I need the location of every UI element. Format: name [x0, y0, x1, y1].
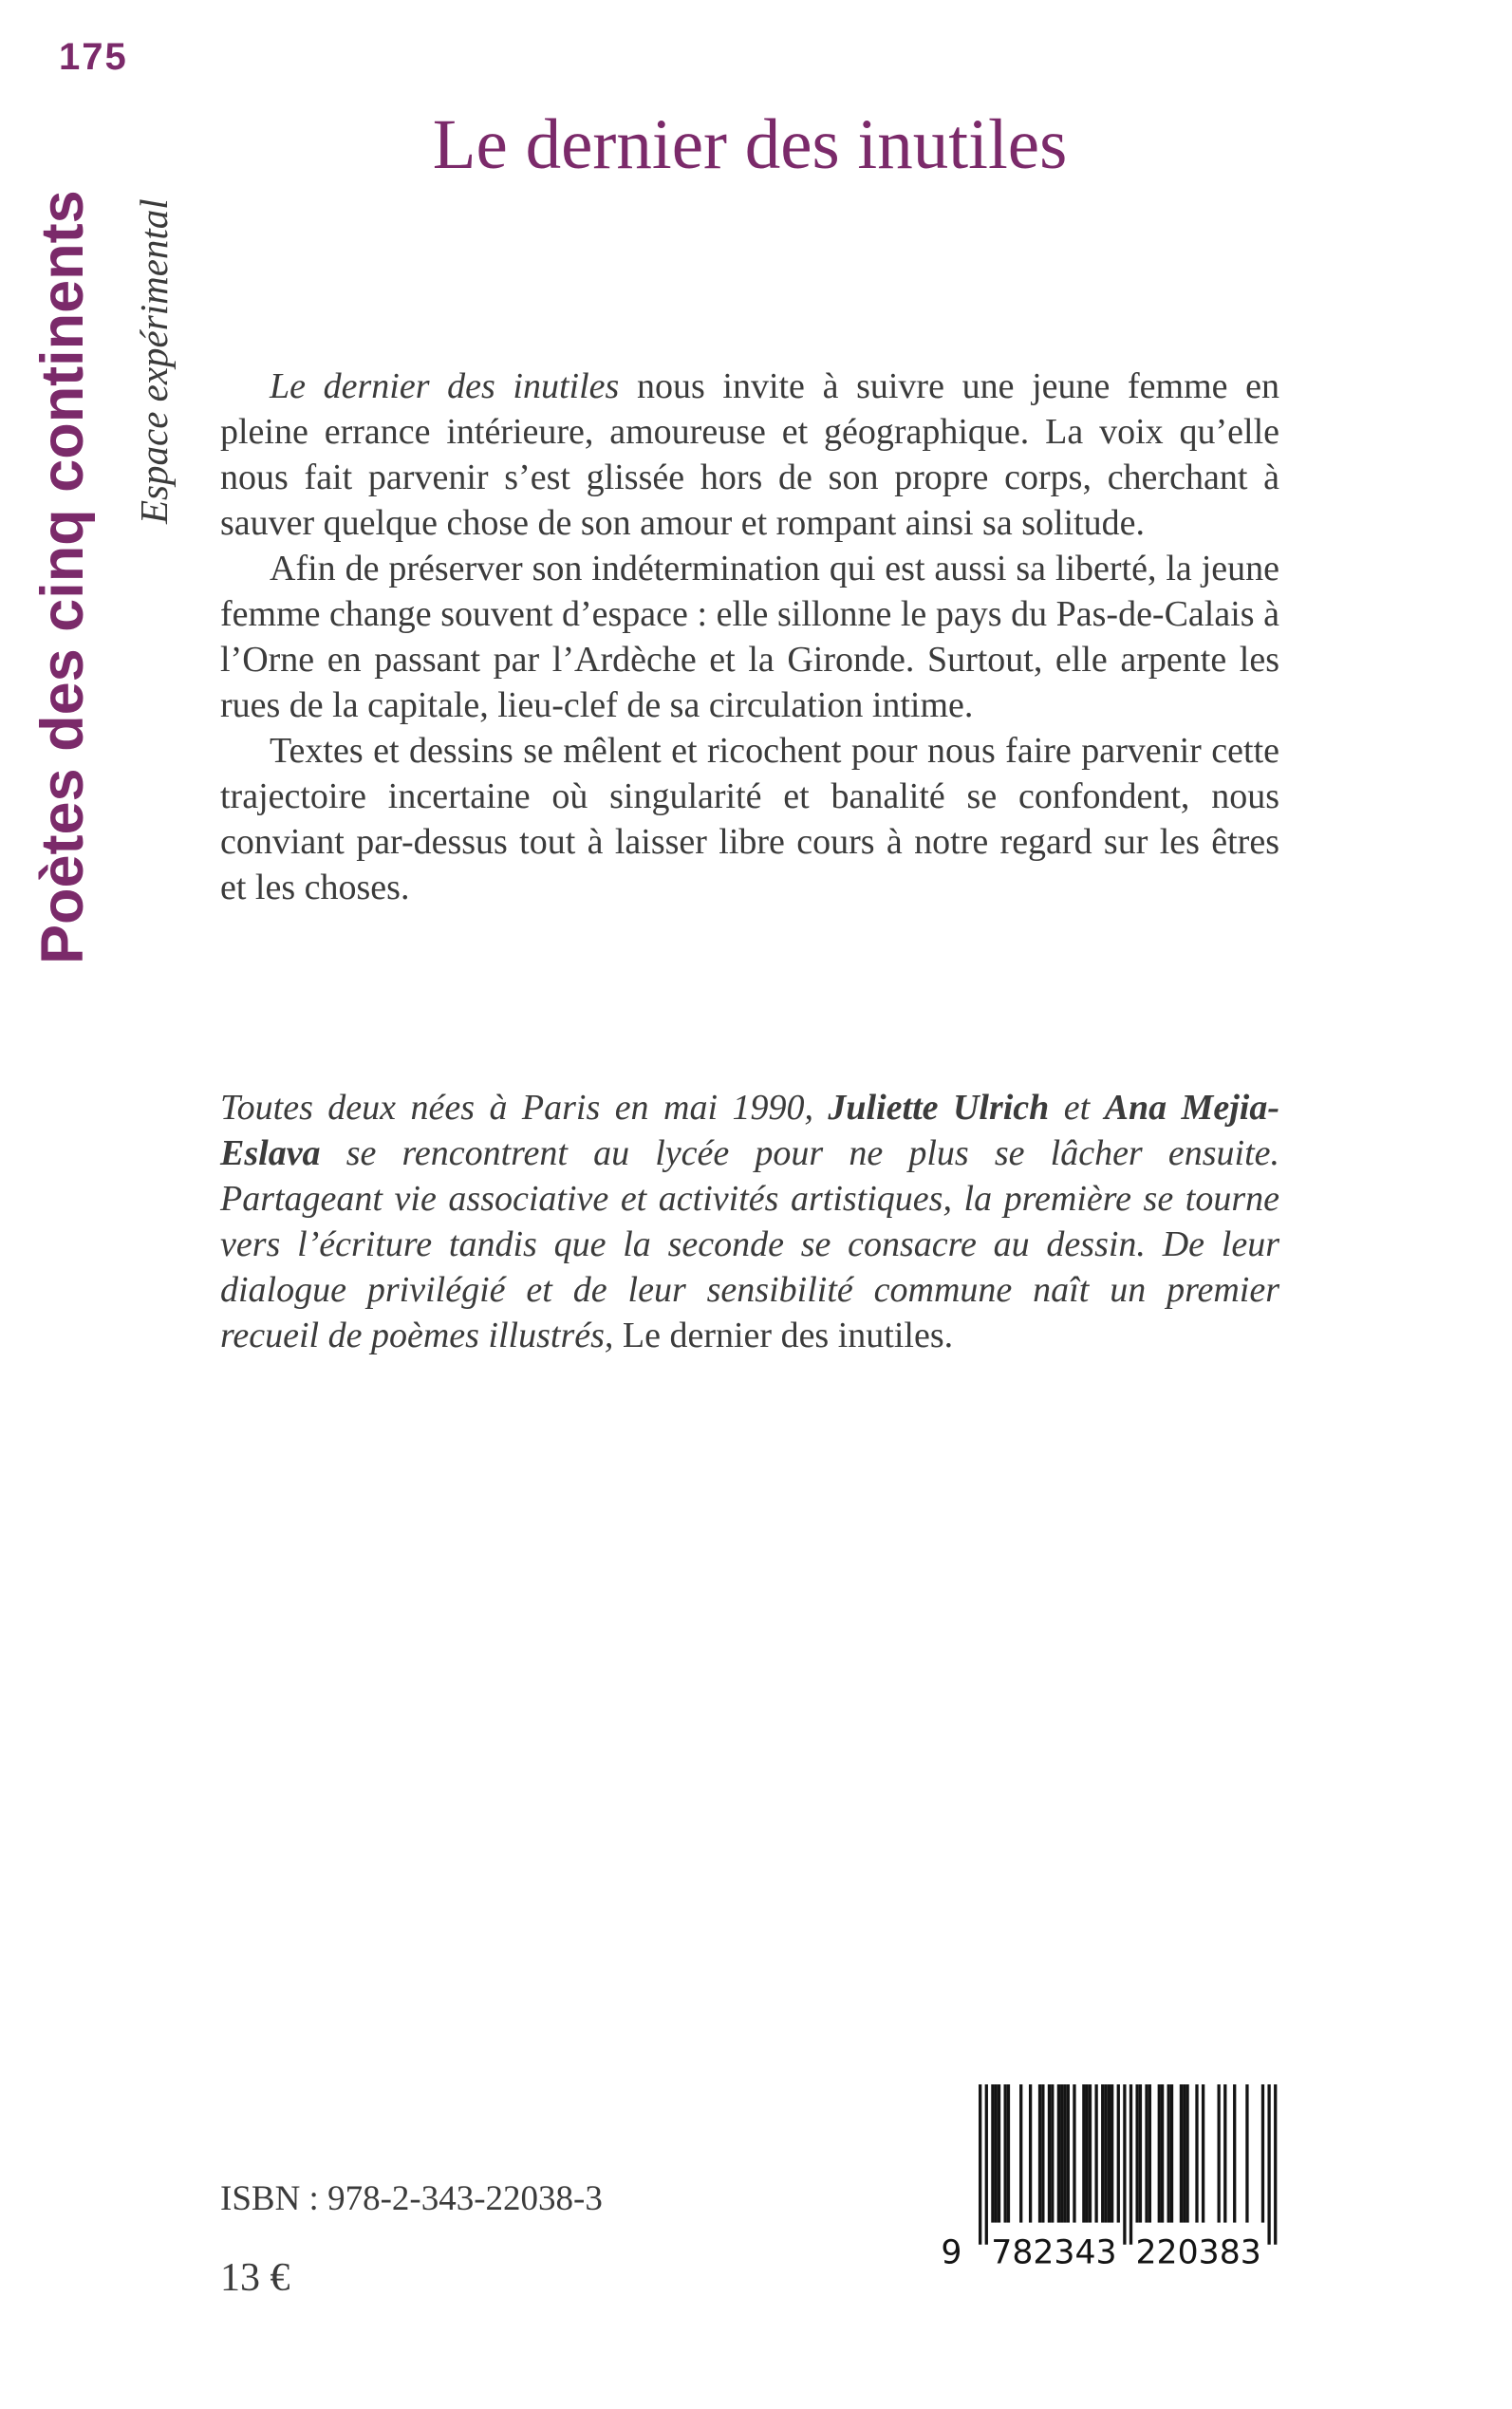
svg-text:782343: 782343 [991, 2233, 1117, 2267]
series-title-vertical: Poètes des cinq continents [29, 190, 96, 964]
barcode-block [938, 2084, 1283, 2267]
svg-text:9: 9 [941, 2233, 962, 2267]
paragraph: Afin de préserver son indétermination qui est aussi sa liberté, la jeune femme change souvent d’espace : elle sillonne le pays du Pas-de-Calais à l’Orne en passant par l’Ardèche et la Gironde. Surtout, elle arpente les rues de la capitale, lieu-clef de sa circulation intime. [220, 548, 1279, 725]
author-bio-text [220, 1085, 1279, 1358]
isbn-line: ISBN : 978-2-343-22038-3 [220, 2179, 603, 2218]
book-title: Le dernier des inutiles [432, 105, 1068, 184]
paragraph: Toutes deux nées à Paris en mai 1990, Juliette Ulrich et Ana Mejia-Eslava se rencontrent au lycée pour ne plus se lâcher ensuite. Partageant vie associative et activités artistiques, la première se tourne vers l’écriture tandis que la seconde se consacre au dessin. De leur dialogue privilégié et de leur sensibilité commune naît un premier recueil de poèmes illustrés, Le dernier des inutiles. [220, 1087, 1279, 1355]
price-label: 13 € [220, 2256, 290, 2300]
ean13-barcode [938, 2084, 1283, 2267]
series-subtitle-vertical: Espace expérimental [132, 198, 176, 524]
collection-number: 175 [59, 36, 128, 78]
synopsis-text [220, 364, 1279, 910]
svg-text:220383: 220383 [1135, 2233, 1261, 2267]
paragraph: Le dernier des inutiles nous invite à suivre une jeune femme en pleine errance intérieure, amoureuse et géographique. La voix qu’elle nous fait parvenir s’est glissée hors de son propre corps, cherchant à sauver quelque chose de son amour et rompant ainsi sa solitude. [220, 365, 1280, 543]
paragraph: Textes et dessins se mêlent et ricochent pour nous faire parvenir cette trajectoire incertaine où singularité et banalité se confondent, nous conviant par-dessus tout à laisser libre cours à notre regard sur les êtres et les choses. [220, 730, 1279, 907]
back-cover-content [220, 0, 1279, 1358]
